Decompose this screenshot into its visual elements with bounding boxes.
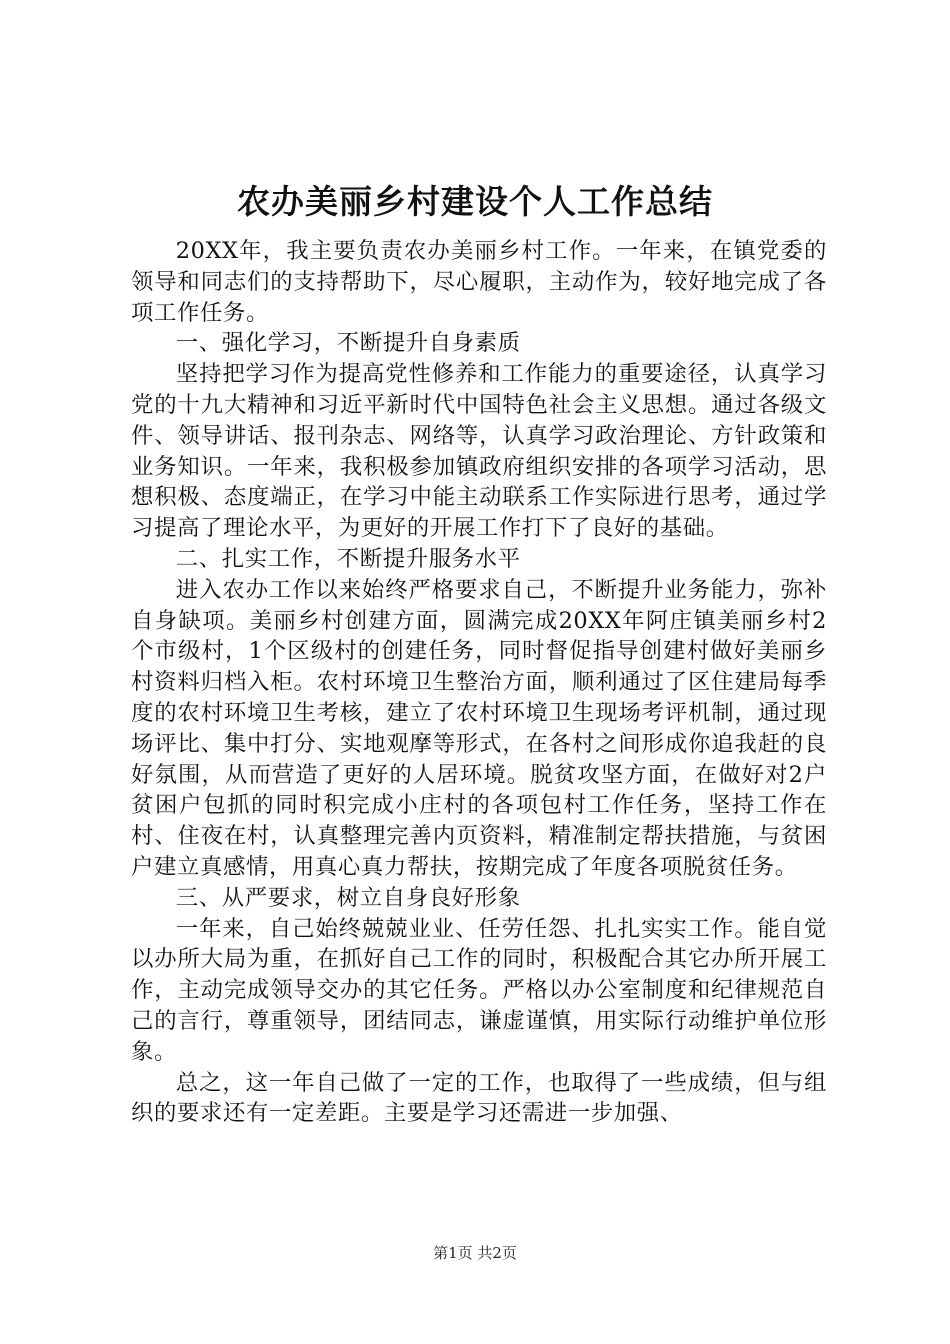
section-heading-3: 三、从严要求，树立自身良好形象 xyxy=(175,884,521,911)
intro-paragraph: 20XX年，我主要负责农办美丽乡村工作。一年来，在镇党委的领导和同志们的支持帮助下，尽心履职，主动作为，较好地完成了各项工作任务。 xyxy=(131,238,827,326)
section-heading-2: 二、扎实工作，不断提升服务水平 xyxy=(175,545,521,572)
section-heading-1: 一、强化学习，不断提升自身素质 xyxy=(175,330,521,357)
conclusion-paragraph: 总之，这一年自己做了一定的工作，也取得了一些成绩，但与组织的要求还有一定差距。主要是学习还需进一步加强、 xyxy=(131,1069,827,1127)
section-paragraph-2: 进入农办工作以来始终严格要求自己，不断提升业务能力，弥补自身缺项。美丽乡村创建方面，圆满完成20XX年阿庄镇美丽乡村2个市级村，1个区级村的创建任务，同时督促指导创建村做好美丽乡村资料归档入柜。农村环境卫生整治方面，顺利通过了区住建局每季度的农村环境卫生考核，建立了农村环境卫生现场考评机制，通过现场评比、集中打分、实地观摩等形式，在各村之间形成你追我赶的良好氛围，从而营造了更好的人居环境。脱贫攻坚方面，在做好对2户贫困户包抓的同时积完成小庄村的各项包村工作任务，坚持工作在村、住夜在村，认真整理完善内页资料，精准制定帮扶措施，与贫困户建立真感情，用真心真力帮扶，按期完成了年度各项脱贫任务。 xyxy=(131,576,827,880)
document-title: 农办美丽乡村建设个人工作总结 xyxy=(237,182,713,221)
document-body xyxy=(131,236,827,1129)
section-paragraph-3: 一年来，自己始终兢兢业业、任劳任怨、扎扎实实工作。能自觉以办所大局为重，在抓好自己工作的同时，积极配合其它办所开展工作，主动完成领导交办的其它任务。严格以办公室制度和纪律规范自己的言行，尊重领导，团结同志，谦虚谨慎，用实际行动维护单位形象。 xyxy=(131,915,827,1065)
page-number-footer: 第1页 共2页 xyxy=(433,1244,517,1262)
section-paragraph-1: 坚持把学习作为提高党性修养和工作能力的重要途径，认真学习党的十九大精神和习近平新时代中国特色社会主义思想。通过各级文件、领导讲话、报刊杂志、网络等，认真学习政治理论、方针政策和业务知识。一年来，我积极参加镇政府组织安排的各项学习活动，思想积极、态度端正，在学习中能主动联系工作实际进行思考，通过学习提高了理论水平，为更好的开展工作打下了良好的基础。 xyxy=(131,361,827,542)
